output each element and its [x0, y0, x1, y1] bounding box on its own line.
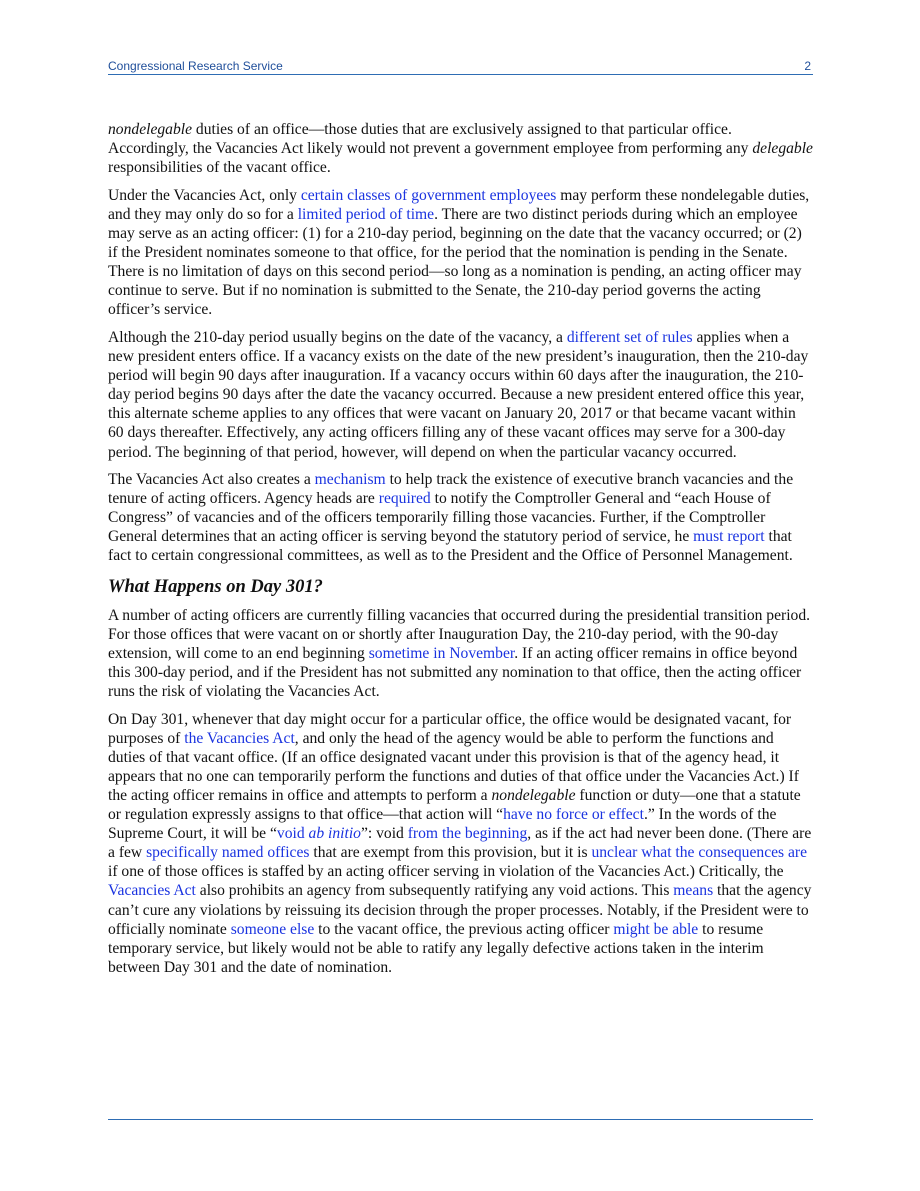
text: . If an acting officer remains in office beyond this 300-day period, and if the President has not submitted any nomination to that office, then the acting officer runs the risk of violating the Vacancies Act.	[108, 644, 802, 701]
text: On Day 301, whenever that day might occur for a particular office, the office would be designated vacant, for purposes of	[108, 710, 792, 747]
text: duties of an office—those duties that are exclusively assigned to that particular office. Accordingly, the Vacancies Act likely would not prevent a government employee from performing any	[108, 121, 753, 158]
link-text: void	[276, 825, 309, 843]
text: ”: void	[360, 825, 408, 843]
link-sometime-november[interactable]: sometime in November	[368, 644, 515, 662]
paragraph-2	[108, 186, 813, 320]
document-body	[108, 120, 813, 985]
link-from-the-beginning[interactable]: from the beginning	[407, 825, 528, 843]
text: . There are two distinct periods during which an employee may serve as an acting officer: (1) for a 210-day period, beginning on the date that the vacancy occurred; or (2) if the President nominates someone to that office, for the period that the nomination is pending in the Senate. There is no limitation of days on this second period—so long as a nomination is pending, an acting officer may continue to serve. But if no nomination is submitted to the Senate, the 210-day period governs the acting officer’s service.	[108, 205, 802, 319]
text: to the vacant office, the previous acting officer	[314, 920, 614, 938]
text: also prohibits an agency from subsequently ratifying any void actions. This	[195, 882, 674, 900]
page-header	[108, 56, 813, 75]
text: , and only the head of the agency would be able to perform the functions and duties of that vacant office. (If an office designated vacant under this provision is that of the agency head, it appears that no one can temporarily perform the functions and duties of that office under the Vacancies Act.) If the acting officer remains in office and attempts to perform a	[108, 729, 799, 804]
text: , as if the act had never been done. (There are a few	[108, 825, 812, 862]
link-have-no-force[interactable]: have no force or effect	[503, 806, 644, 824]
text: to help track the existence of executive branch vacancies and the tenure of acting officers. Agency heads are	[108, 471, 794, 508]
link-italic-text: ab initio	[308, 825, 361, 843]
text: Under the Vacancies Act, only	[108, 186, 301, 204]
page-number: 2	[804, 59, 811, 73]
text: A number of acting officers are currently filling vacancies that occurred during the presidential transition period. For those offices that were vacant on or shortly after Inauguration Day, the 210-day period, with the 90-day extension, will come to an end beginning	[108, 606, 811, 662]
header-org-name: Congressional Research Service	[108, 59, 283, 73]
text: to resume temporary service, but likely would not be able to ratify any legally defective actions taken in the interim between Day 301 and the date of nomination.	[108, 920, 764, 976]
text: that the agency can’t cure any violations by reissuing its decision through the proper processes. Notably, if the President were to officially nominate	[108, 882, 812, 938]
text: Although the 210-day period usually begins on the date of the vacancy, a	[108, 328, 567, 346]
link-mechanism[interactable]: mechanism	[314, 471, 386, 489]
link-void-ab-initio[interactable]	[277, 825, 361, 842]
link-different-rules[interactable]: different set of rules	[566, 328, 693, 346]
text: function or duty—one that a statute or regulation expressly assigns to that office—that action will “	[108, 787, 801, 824]
footer-divider	[108, 1119, 813, 1120]
link-someone-else[interactable]: someone else	[230, 920, 315, 938]
text: responsibilities of the vacant office.	[108, 159, 331, 177]
link-specifically-named-offices[interactable]: specifically named offices	[146, 844, 310, 862]
text: that fact to certain congressional committees, as well as to the President and the Office of Personnel Management.	[108, 528, 793, 565]
link-must-report[interactable]: must report	[693, 528, 765, 546]
link-limited-period[interactable]: limited period of time	[297, 205, 435, 223]
text: that are exempt from this provision, but it is	[309, 844, 592, 862]
text: to notify the Comptroller General and “each House of Congress” of vacancies and of the officers temporarily filling those vacancies. Further, if the Comptroller General determines that an acting officer is serving beyond the statutory period of service, he	[108, 490, 771, 546]
paragraph-6	[108, 710, 813, 977]
link-vacancies-act[interactable]: Vacancies Act	[108, 882, 196, 900]
italic-text: delegable	[752, 140, 813, 158]
paragraph-4	[108, 470, 813, 565]
text: if one of those offices is staffed by an acting officer serving in violation of the Vacancies Act.) Critically, the	[108, 863, 784, 881]
link-might-be-able[interactable]: might be able	[613, 920, 699, 938]
paragraph-5	[108, 606, 813, 701]
text: The Vacancies Act also creates a	[108, 471, 315, 489]
link-means[interactable]: means	[673, 882, 714, 900]
section-heading: What Happens on Day 301?	[108, 576, 323, 597]
link-certain-classes[interactable]: certain classes of government employees	[300, 186, 557, 204]
link-unclear-consequences[interactable]: unclear what the consequences are	[591, 844, 808, 862]
text: applies when a new president enters office. If a vacancy exists on the date of the new president’s inauguration, then the 210-day period will begin 90 days after inauguration. If a vacancy occurs within 60 days after the inauguration, the 210-day period begins 90 days after the date the vacancy occurred. Because a new president entered office this year, this alternate scheme applies to any offices that were vacant on January 20, 2017 or that became vacant within 60 days thereafter. Effectively, any acting officers filling any of these vacant offices may serve for a 300-day period. The beginning of that period, however, will depend on when the particular vacancy occurred.	[108, 328, 809, 461]
paragraph-3	[108, 328, 813, 462]
text: .” In the words of the Supreme Court, it will be “	[108, 806, 777, 843]
paragraph-1	[108, 120, 813, 177]
italic-text: nondelegable	[491, 787, 576, 804]
link-the-vacancies-act[interactable]: the Vacancies Act	[184, 729, 295, 747]
italic-text: nondelegable	[108, 121, 193, 138]
link-required[interactable]: required	[378, 490, 431, 508]
text: may perform these nondelegable duties, and they may only do so for a	[108, 186, 810, 223]
